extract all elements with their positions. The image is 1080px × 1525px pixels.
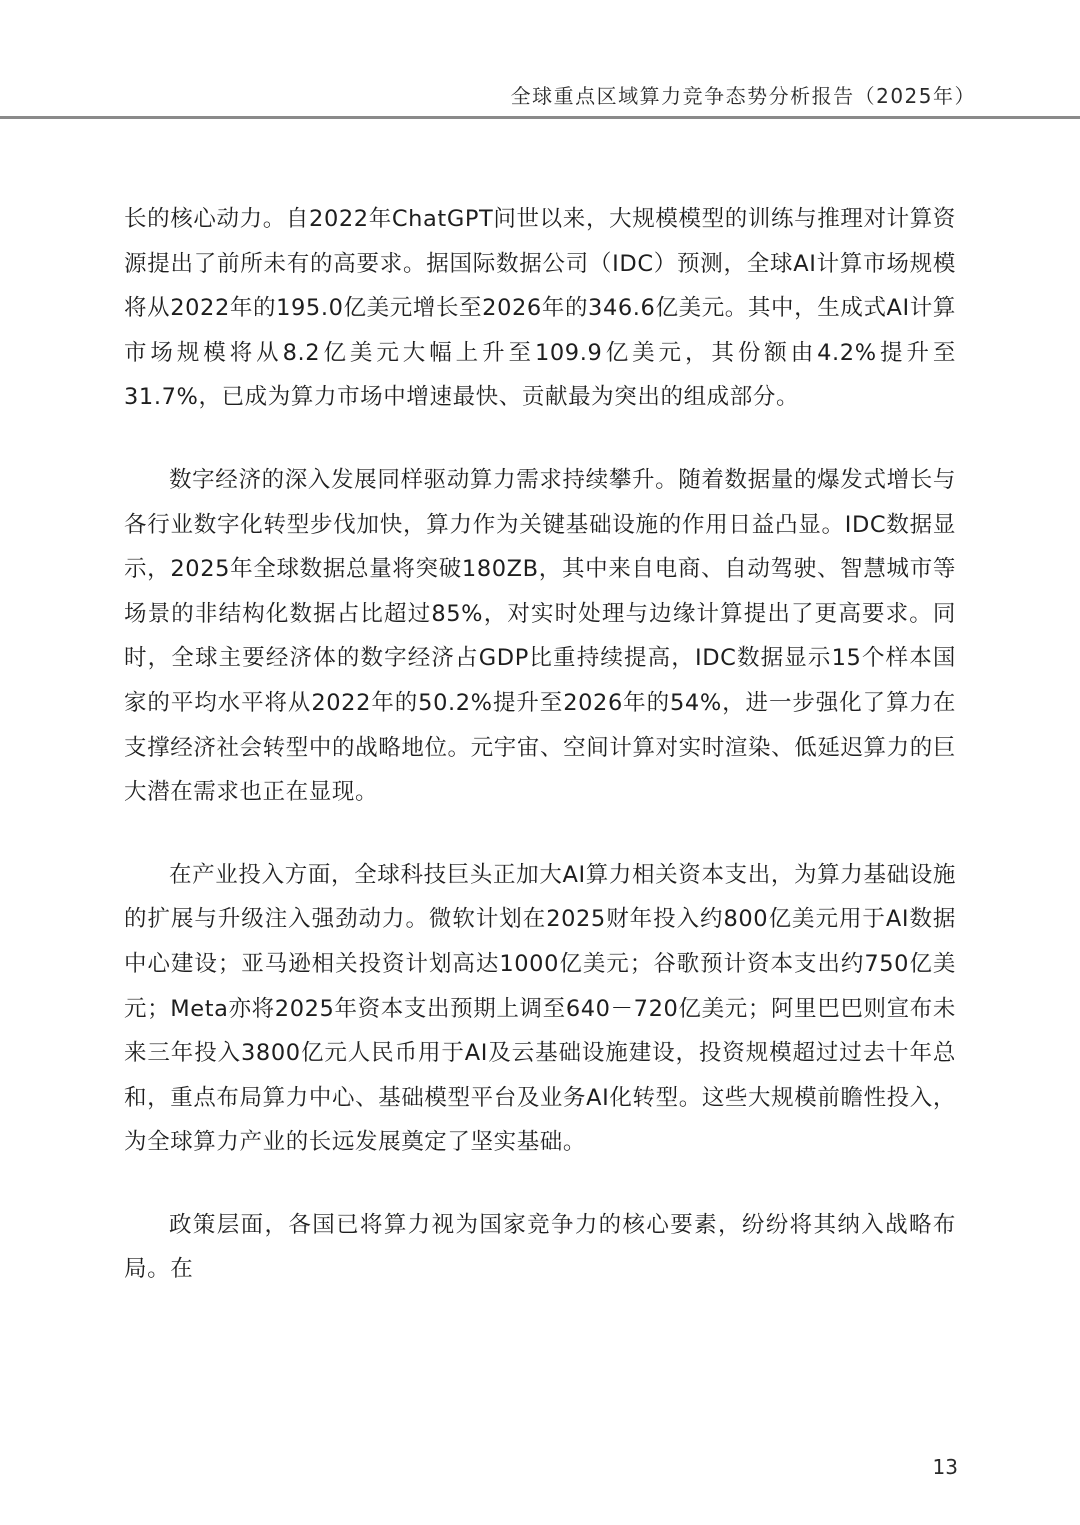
- header-divider: [0, 116, 1080, 119]
- paragraph-digital-economy: 数字经济的深入发展同样驱动算力需求持续攀升。随着数据量的爆发式增长与各行业数字化转型步伐加快，算力作为关键基础设施的作用日益凸显。IDC数据显示，2025年全球数据总量将突破180ZB，其中来自电商、自动驾驶、智慧城市等场景的非结构化数据占比超过85%，对实时处理与边缘计算提出了更高要求。同时，全球主要经济体的数字经济占GDP比重持续提高，IDC数据显示15个样本国家的平均水平将从2022年的50.2%提升至2026年的54%，进一步强化了算力在支撑经济社会转型中的战略地位。元宇宙、空间计算对实时渲染、低延迟算力的巨大潜在需求也正在显现。: [124, 466, 956, 806]
- page-number: 13: [932, 1455, 958, 1479]
- paragraph-industry-investment: 在产业投入方面，全球科技巨头正加大AI算力相关资本支出，为算力基础设施的扩展与升级注入强劲动力。微软计划在2025财年投入约800亿美元用于AI数据中心建设；亚马逊相关投资计划高达1000亿美元；谷歌预计资本支出约750亿美元；Meta亦将2025年资本支出预期上调至640－720亿美元；阿里巴巴则宣布未来三年投入3800亿元人民币用于AI及云基础设施建设，投资规模超过过去十年总和，重点布局算力中心、基础模型平台及业务AI化转型。这些大规模前瞻性投入，为全球算力产业的长远发展奠定了坚实基础。: [124, 861, 956, 1156]
- body-text: [124, 197, 956, 1330]
- running-header-title: 全球重点区域算力竞争态势分析报告（2025年）: [510, 84, 976, 108]
- paragraph-policy: 政策层面，各国已将算力视为国家竞争力的核心要素，纷纷将其纳入战略布局。在: [124, 1211, 956, 1283]
- paragraph-ai-compute-market: 长的核心动力。自2022年ChatGPT问世以来，大规模模型的训练与推理对计算资源提出了前所未有的高要求。据国际数据公司（IDC）预测，全球AI计算市场规模将从2022年的195.0亿美元增长至2026年的346.6亿美元。其中，生成式AI计算市场规模将从8.2亿美元大幅上升至109.9亿美元，其份额由4.2%提升至31.7%，已成为算力市场中增速最快、贡献最为突出的组成部分。: [124, 206, 956, 411]
